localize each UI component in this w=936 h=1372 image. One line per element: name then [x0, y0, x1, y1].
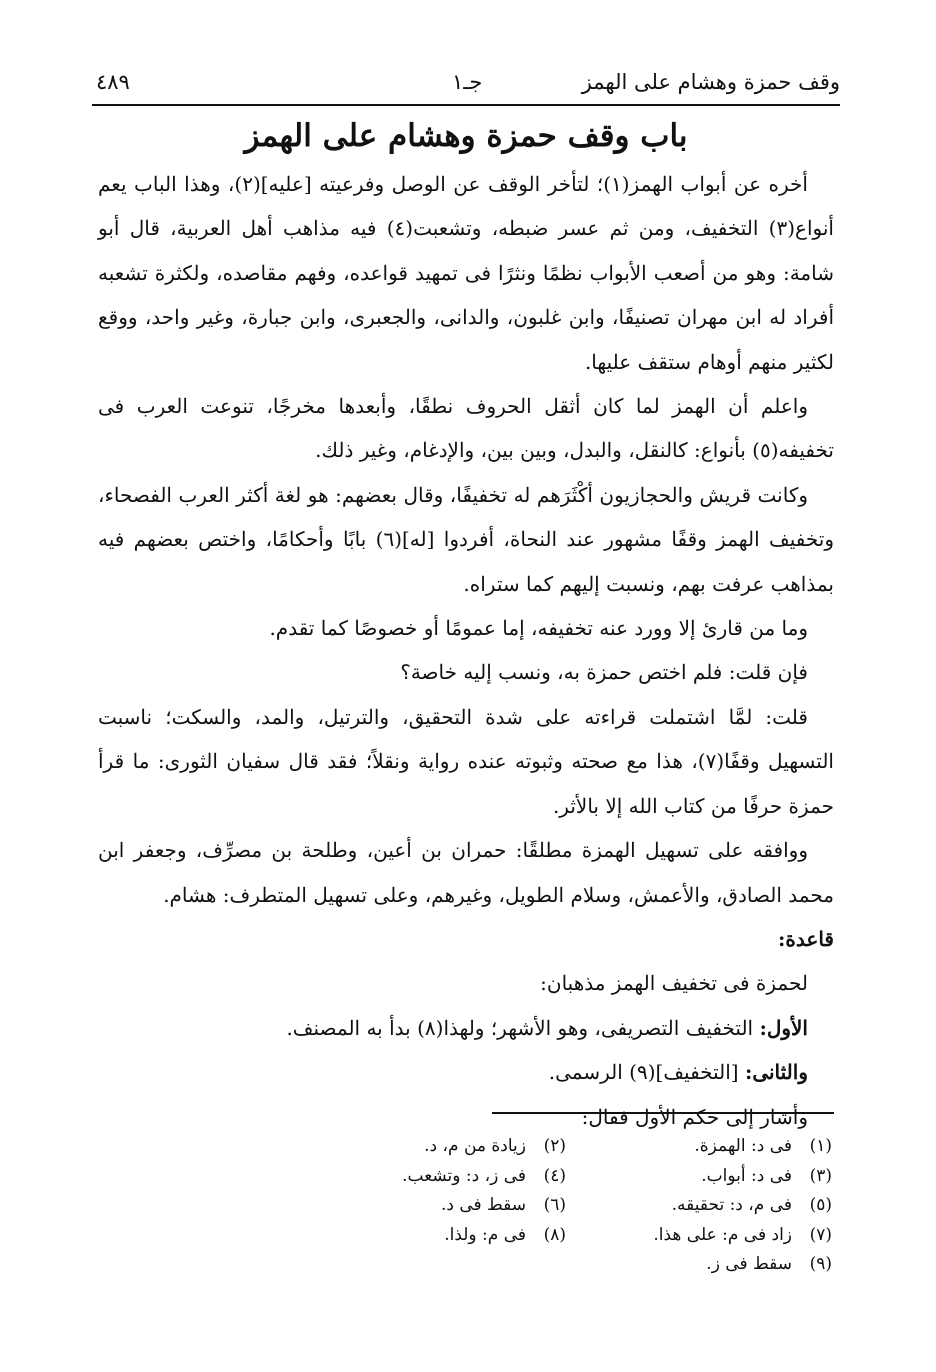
footnote-text: زيادة من م، د.: [424, 1136, 526, 1156]
footnote-text: سقط فى ز.: [706, 1254, 792, 1274]
footnote-row: [300, 1191, 832, 1221]
footnote: [566, 1162, 832, 1192]
closing-line: وأشار إلى حكم الأول فقال:: [581, 1104, 808, 1129]
paragraph: ووافقه على تسهيل الهمزة مطلقًا: حمران بن أعين، وطلحة بن مصرِّف، وجعفر ابن محمد الصادق، والأعمش، وسلام الطويل، وغيرهم، وعلى تسهيل المتطرف: هشام.: [98, 838, 834, 907]
footnote-number: (٢): [543, 1136, 566, 1156]
footnote-text: فى م: ولذا.: [444, 1224, 526, 1245]
chapter-title: باب وقف حمزة وهشام على الهمز: [244, 118, 688, 154]
rule-intro: لحمزة فى تخفيف الهمز مذهبان:: [540, 971, 808, 996]
footnote-row: [300, 1250, 832, 1280]
page-number: ٤٨٩: [96, 70, 130, 94]
second-method-text: [التخفيف](٩) الرسمى.: [548, 1060, 739, 1085]
second-method: [98, 1050, 834, 1094]
volume-label: جـ١: [452, 70, 483, 94]
running-header: [92, 66, 840, 106]
second-method-label: والثانى:: [744, 1060, 808, 1085]
footnote-number: (٥): [809, 1195, 832, 1215]
footnote: [300, 1132, 566, 1162]
paragraph: وكانت قريش والحجازيون أكْثَرَهم له تخفيفًا، وقال بعضهم: هو لغة أكثر العرب الفصحاء، وتخفيف الهمز وقفًا مشهور عند النحاة، أفردوا [له](٦) بابًا وأحكامًا، واختص بعضهم فيه بمذاهب عرفت بهم، ونسبت إليهم كما ستراه.: [98, 482, 834, 596]
footnote-number: (٩): [809, 1254, 832, 1274]
footnote-text: فى د: أبواب.: [701, 1165, 792, 1186]
footnote-number: (٧): [809, 1224, 832, 1245]
header-divider: [92, 104, 840, 106]
footnote-row: [300, 1132, 832, 1162]
footnote-number: (٣): [809, 1165, 832, 1186]
footnote-number: (٨): [543, 1224, 566, 1245]
footnote-number: (٦): [543, 1195, 566, 1215]
footnote-number: (١): [809, 1136, 832, 1156]
first-method: [98, 1006, 834, 1050]
footnote: [460, 1250, 832, 1280]
footnote: [566, 1191, 832, 1221]
paragraph: وما من قارئ إلا وورد عنه تخفيفه، إما عمومًا أو خصوصًا كما تقدم.: [269, 616, 808, 641]
footnote-text: فى د: الهمزة.: [694, 1136, 792, 1156]
footnote-text: سقط فى د.: [440, 1195, 526, 1215]
rule-heading: قاعدة:: [778, 926, 834, 951]
footnotes: [300, 1132, 832, 1280]
footnote-text: زاد فى م: على هذا.: [653, 1224, 792, 1245]
footnote-text: فى م، د: تحقيقه.: [671, 1195, 792, 1215]
paragraph: أخره عن أبواب الهمز(١)؛ لتأخر الوقف عن الوصل وفرعيته [عليه](٢)، وهذا الباب يعم أنواع(٣) التخفيف، ومن ثم عسر ضبطه، وتشعبت(٤) فيه مذاهب أهل العربية، قال أبو شامة: وهو من أصعب الأبواب نظمًا ونثرًا فى تمهيد قواعده، وفهم مقاصده، ولكثرة تشعبه أفراد له ابن مهران تصنيفًا، وابن غلبون، والدانى، والجعبرى، وابن جبارة، وغير واحد، ووقع لكثير منهم أوهام ستقف عليها.: [98, 172, 834, 374]
footnote: [566, 1132, 832, 1162]
paragraph: قلت: لمَّا اشتملت قراءته على شدة التحقيق، والترتيل، والمد، والسكت؛ ناسبت التسهيل وقفًا(٧)، هذا مع صحته وثبوته عنده رواية ونقلاً؛ فقد قال سفيان الثورى: ما قرأ حمزة حرفًا من كتاب الله إلا بالأثر.: [98, 704, 834, 818]
footnote: [300, 1162, 566, 1192]
paragraph: واعلم أن الهمز لما كان أثقل الحروف نطقًا، وأبعدها مخرجًا، تنوعت العرب فى تخفيفه(٥) بأنواع: كالنقل، والبدل، وبين بين، والإدغام، وغير ذلك.: [98, 394, 834, 463]
footnote-row: [300, 1221, 832, 1251]
body-text: [98, 162, 834, 1139]
footnote: [566, 1221, 832, 1251]
footnote-row: [300, 1162, 832, 1192]
footnote-divider: [492, 1112, 834, 1114]
first-method-label: الأول:: [759, 1015, 808, 1040]
paragraph: فإن قلت: فلم اختص حمزة به، ونسب إليه خاصة؟: [400, 660, 808, 685]
footnote: [300, 1221, 566, 1251]
footnote-number: (٤): [543, 1165, 566, 1186]
running-header-title: وقف حمزة وهشام على الهمز: [581, 70, 840, 94]
footnote-text: فى ز، د: وتشعب.: [402, 1165, 526, 1186]
first-method-text: التخفيف التصريفى، وهو الأشهر؛ ولهذا(٨) بدأ به المصنف.: [286, 1015, 754, 1040]
footnote: [300, 1191, 566, 1221]
